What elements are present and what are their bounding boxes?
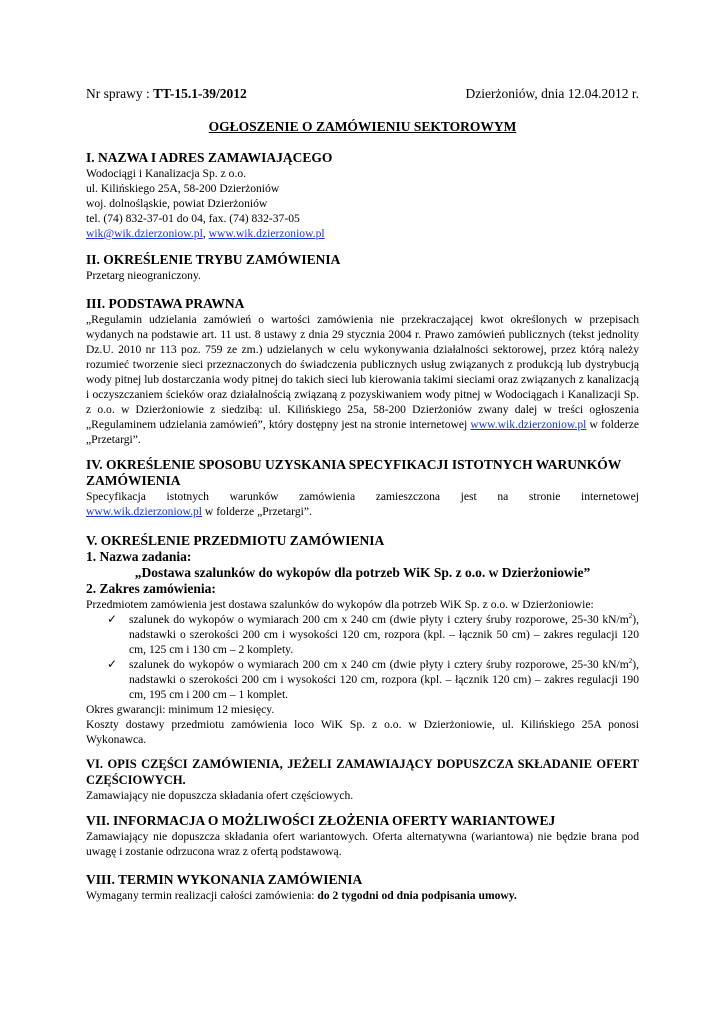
section-7-text: Zamawiający nie dopuszcza składania ofert wariantowych. Oferta alternatywna (wariantowa) nie będzie brana pod uwagę i zostanie odrzucona wraz z ofertą podstawową. [86, 830, 639, 858]
document-title: OGŁOSZENIE O ZAMÓWIENIU SEKTOROWYM [208, 119, 517, 134]
section-3-heading: III. PODSTAWA PRAWNA [86, 296, 245, 311]
checkmark-icon: ✓ [107, 657, 118, 671]
scope-label: 2. Zakres zamówienia: [86, 581, 216, 596]
section-3-text [86, 312, 639, 447]
spec-text: Specyfikacja istotnych warunków zamówienia zamieszczona jest na stronie internetowej [86, 490, 639, 503]
section-6 [86, 756, 639, 803]
section-8-heading: VIII. TERMIN WYKONANIA ZAMÓWIENIA [86, 872, 363, 887]
document-header [86, 86, 639, 106]
spec-tail: w folderze „Przetargi”. [202, 505, 312, 518]
legal-basis-link[interactable]: www.wik.dzierzoniow.pl [470, 418, 587, 431]
spec-link[interactable]: www.wik.dzierzoniow.pl [86, 505, 203, 518]
case-label: Nr sprawy : [86, 86, 154, 101]
item-2-text-b: ), nadstawki o szerokości 200 cm i wysokości 120 cm, rozpora (kpl. – łącznik 120 cm) – zakres regulacji 190 cm, 195 cm i 200 cm – 1 komplet. [129, 658, 639, 701]
item-1-text-a: szalunek do wykopów o wymiarach 200 cm x 240 cm (dwie płyty i cztery śruby rozporowe, 25-30 kN/m [129, 613, 629, 626]
section-5-heading: V. OKREŚLENIE PRZEDMIOTU ZAMÓWIENIA [86, 533, 385, 548]
legal-basis-tail: w folderze „Przetargi”. [86, 418, 639, 446]
website-link[interactable]: www.wik.dzierzoniow.pl [208, 227, 325, 240]
section-4-link-line [86, 504, 639, 519]
item-1-superscript: 2 [628, 612, 633, 621]
company-name: Wodociągi i Kanalizacja Sp. z o.o. [86, 167, 247, 180]
delivery-text: Koszty dostawy przedmiotu zamówienia loco WiK Sp. z o.o. w Dzierżoniowie, ul. Kilińskiego 25A ponosi Wykonawca. [86, 718, 639, 746]
item-2-text-a: szalunek do wykopów o wymiarach 200 cm x 240 cm (dwie płyty i cztery śruby rozporowe, 25-30 kN/m [129, 658, 629, 671]
company-street: ul. Kilińskiego 25A, 58-200 Dzierżoniów [86, 182, 280, 195]
list-item [107, 612, 639, 657]
links-separator: , [202, 227, 209, 240]
case-number: TT-15.1-39/2012 [153, 86, 247, 101]
section-8-text [86, 888, 639, 903]
section-8 [86, 872, 639, 903]
section-1 [86, 150, 639, 241]
document-page [86, 86, 639, 902]
scope-list [86, 612, 639, 702]
item-1-text-b: ), nadstawki o szerokości 200 cm i wysokości 120 cm, rozpora (kpl. – łącznik 50 cm) – zakres regulacji 120 cm, 125 cm i 130 cm – 2 komplety. [129, 613, 639, 656]
place-date: Dzierżoniów, dnia 12.04.2012 r. [465, 86, 639, 101]
section-4 [86, 457, 639, 519]
section-7 [86, 813, 639, 859]
section-3 [86, 296, 639, 447]
warranty-text: Okres gwarancji: minimum 12 miesięcy. [86, 703, 275, 716]
list-item [107, 657, 639, 702]
section-2-text: Przetarg nieograniczony. [86, 269, 201, 282]
task-name-label: 1. Nazwa zadania: [86, 549, 192, 564]
company-region: woj. dolnośląskie, powiat Dzierżoniów [86, 197, 268, 210]
section-6-text: Zamawiający nie dopuszcza składania ofert częściowych. [86, 789, 354, 802]
section-7-heading: VII. INFORMACJA O MOŻLIWOŚCI ZŁOŻENIA OFERTY WARIANTOWEJ [86, 813, 556, 828]
section-2 [86, 252, 639, 283]
scope-intro: Przedmiotem zamówienia jest dostawa szalunków do wykopów dla potrzeb WiK Sp. z o.o. w Dzierżoniowie: [86, 598, 594, 611]
company-phone: tel. (74) 832-37-01 do 04, fax. (74) 832-37-05 [86, 212, 300, 225]
deadline-value: do 2 tygodni od dnia podpisania umowy. [317, 889, 517, 902]
section-4-text [86, 489, 639, 504]
section-4-heading: IV. OKREŚLENIE SPOSOBU UZYSKANIA SPECYFIKACJI ISTOTNYCH WARUNKÓW ZAMÓWIENIA [86, 457, 622, 488]
section-5 [86, 533, 639, 747]
checkmark-icon: ✓ [107, 612, 118, 626]
section-1-heading: I. NAZWA I ADRES ZAMAWIAJĄCEGO [86, 150, 333, 165]
section-2-heading: II. OKREŚLENIE TRYBU ZAMÓWIENIA [86, 252, 341, 267]
section-6-heading: VI. OPIS CZĘŚCI ZAMÓWIENIA, JEŻELI ZAMAWIAJĄCY DOPUSZCZA SKŁADANIE OFERT CZĘŚCIOWYCH. [86, 757, 639, 787]
case-number-line [86, 86, 247, 102]
task-name: „Dostawa szalunków do wykopów dla potrzeb WiK Sp. z o.o. w Dzierżoniowie” [134, 565, 591, 580]
item-2-superscript: 2 [628, 657, 633, 666]
legal-basis-text: „Regulamin udzielania zamówień o wartości zamówienia nie przekraczającej kwot określonych w przepisach wydanych na podstawie art. 11 ust. 8 ustawy z dnia 29 stycznia 2004 r. Prawo zamówień publicznych (tekst jednolity Dz.U. 2010 nr 113 poz. 759 ze zm.) udzielanych w celu wykonywania działalności sektorowej, przez którą należy rozumieć tworzenie sieci przeznaczonych do świadczenia publicznych usług związanych z produkcją lub dystrybucją wody pitnej lub dostarczania wody pitnej do takich sieci lub kierowania takimi sieciami oraz związanych z kanalizacją i oczyszczaniem ścieków oraz działalnością związaną z pozyskiwaniem wody pitnej w Wodociągach i Kanalizacji Sp. z o.o. w Dzierżoniowie z siedzibą: ul. Kilińskiego 25a, 58-200 Dzierżoniów zwany dalej w treści ogłoszenia „Regulaminem udzielania zamówień”, który dostępny jest na stronie internetowej [86, 313, 639, 431]
email-link[interactable]: wik@wik.dzierzoniow.pl [86, 227, 203, 240]
company-links [86, 226, 639, 241]
deadline-text: Wymagany termin realizacji całości zamówienia: [86, 889, 318, 902]
